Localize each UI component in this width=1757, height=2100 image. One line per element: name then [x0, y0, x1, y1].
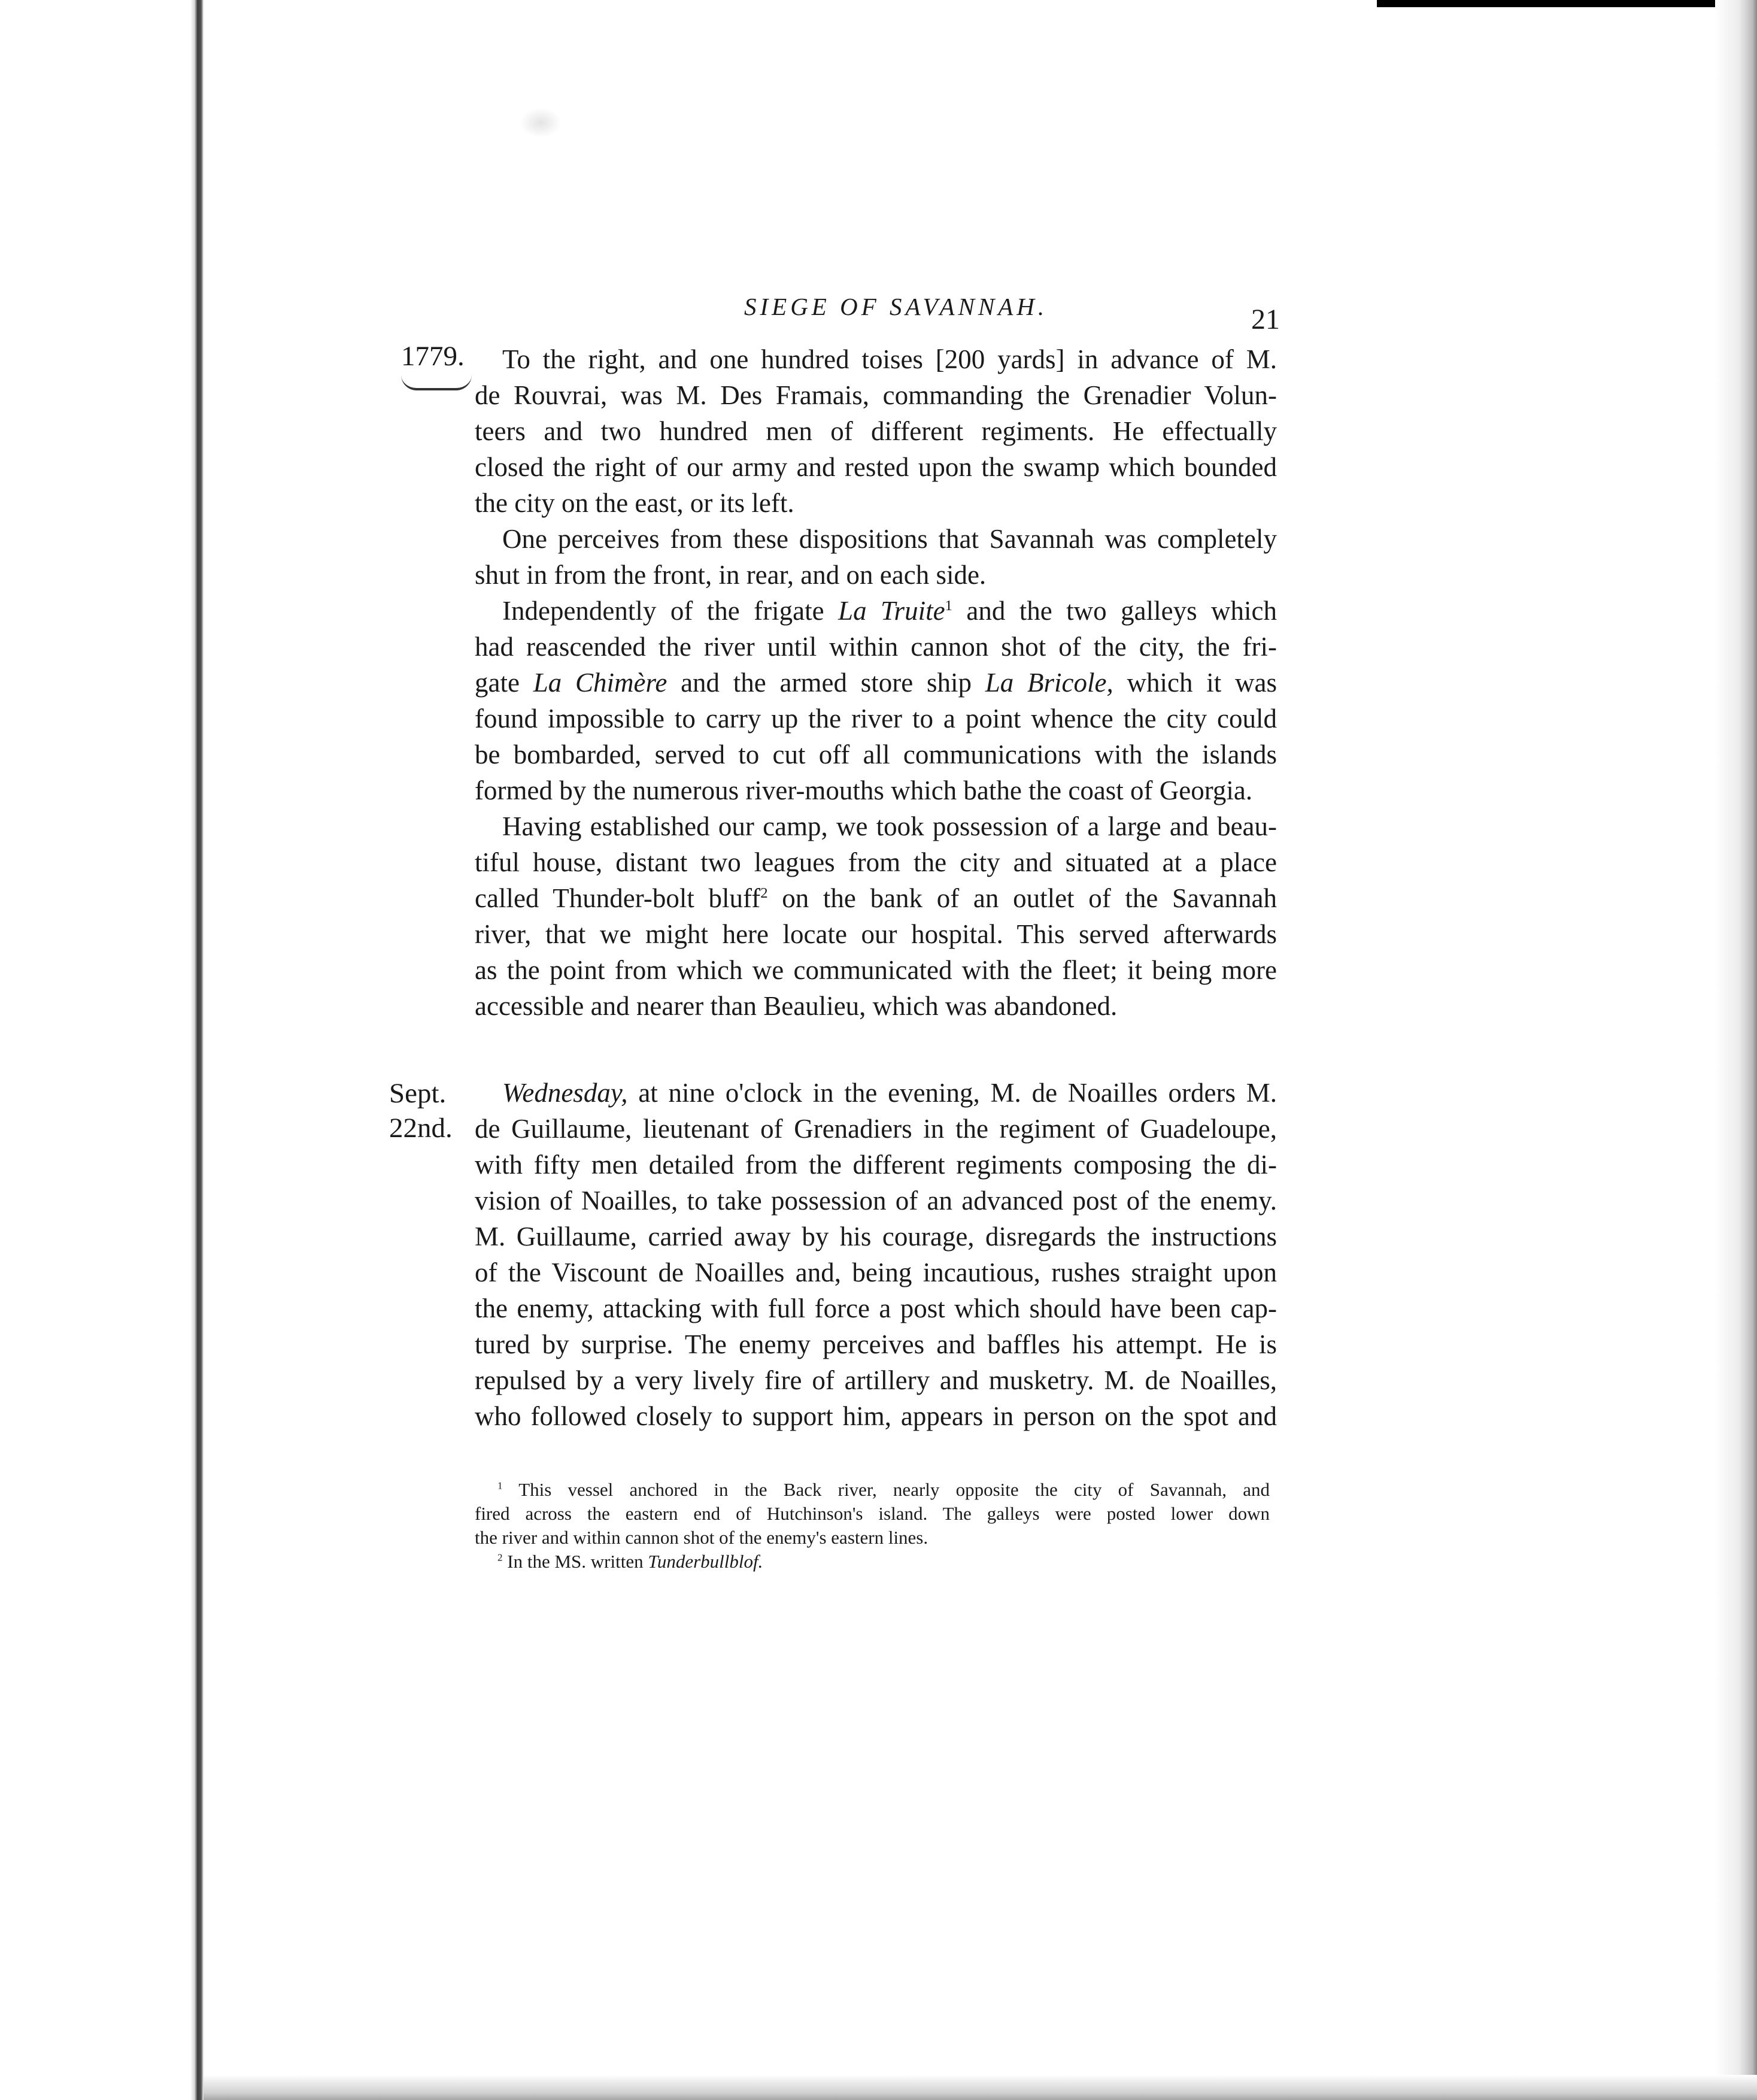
margin-note-day: 22nd.: [389, 1113, 453, 1144]
text-line: teers and two hundred men of different regiments. He effectually: [475, 416, 1277, 446]
text-line: To the right, and one hundred toises [200 yards] in advance of M.: [502, 344, 1277, 374]
footnote-mark: 2: [497, 1551, 503, 1563]
scan-top-edge: [1377, 0, 1757, 7]
text-line: of the Viscount de Noailles and, being incautious, rushes straight upon: [475, 1257, 1277, 1287]
ship-name: La Truite: [838, 596, 945, 626]
text-line: the city on the east, or its left.: [475, 488, 794, 518]
text-line: who followed closely to support him, appears in person on the spot and: [475, 1401, 1277, 1431]
scan-smudge: [520, 108, 562, 138]
year-brace: [401, 375, 472, 390]
body-text-lower: [475, 1075, 1277, 1434]
footnote-mark: 1: [497, 1480, 503, 1492]
page-edge-right: [1715, 0, 1757, 2100]
text-line: de Rouvrai, was M. Des Framais, commanding the Grenadier Volun-: [475, 380, 1277, 410]
text-line: formed by the numerous river-mouths which bathe the coast of Georgia.: [475, 775, 1253, 805]
ship-name: La Bricole,: [985, 668, 1113, 698]
footnote-ref: 1: [945, 598, 952, 614]
page-edge-bottom: [204, 2075, 1757, 2100]
text-line: be bombarded, served to cut off all communications with the islands: [475, 740, 1277, 769]
text-line: called Thunder-bolt bluff$^2$ on the bank of an outlet of the Savannah: [475, 883, 1277, 913]
text-line: found impossible to carry up the river to a point whence the city could: [475, 704, 1277, 734]
text-line: with fifty men detailed from the different regiments composing the di-: [475, 1150, 1277, 1180]
text-line: repulsed by a very lively fire of artillery and musketry. M. de Noailles,: [475, 1365, 1277, 1395]
text-line: de Guillaume, lieutenant of Grenadiers in the regiment of Guadeloupe,: [475, 1114, 1277, 1144]
text-line: M. Guillaume, carried away by his courage, disregards the instructions: [475, 1222, 1277, 1251]
text-line: One perceives from these dispositions that Savannah was completely: [502, 524, 1277, 554]
footnote-line: the river and within cannon shot of the enemy's eastern lines.: [475, 1527, 928, 1548]
running-head: SIEGE OF SAVANNAH.: [744, 293, 1048, 320]
ship-name: La Chimère: [533, 668, 667, 698]
text-line: had reascended the river until within cannon shot of the city, the fri-: [475, 632, 1277, 662]
footnote-line: $^1$ This vessel anchored in the Back river, nearly opposite the city of Savannah, and: [497, 1479, 1270, 1500]
binding-shadow: [0, 0, 204, 2100]
margin-note-date: [389, 1076, 453, 1146]
text-line: gate La Chimère and the armed store ship La Bricole, which it was: [475, 668, 1277, 698]
footnotes: [475, 1478, 1270, 1574]
text-line: as the point from which we communicated with the fleet; it being more: [475, 955, 1277, 985]
footnote-line: fired across the eastern end of Hutchinson's island. The galleys were posted lower down: [475, 1503, 1270, 1524]
text-line: accessible and nearer than Beaulieu, which was abandoned.: [475, 991, 1118, 1021]
text-line: shut in from the front, in rear, and on each side.: [475, 560, 987, 590]
text-line: tiful house, distant two leagues from the city and situated at a place: [475, 847, 1277, 877]
text-line: tured by surprise. The enemy perceives and baffles his attempt. He is: [475, 1329, 1277, 1359]
footnote-ref: 2: [760, 885, 768, 901]
text-line: vision of Noailles, to take possession of an advanced post of the enemy.: [475, 1186, 1277, 1216]
text-line: closed the right of our army and rested upon the swamp which bounded: [475, 452, 1277, 482]
body-text-upper: [475, 341, 1277, 1024]
footnote-line: $^2$ In the MS. written Tunderbullblof.: [497, 1551, 763, 1572]
weekday: Wednesday,: [502, 1078, 628, 1108]
text-line: Wednesday, at nine o'clock in the evening, M. de Noailles orders M.: [502, 1078, 1277, 1108]
text-line: river, that we might here locate our hospital. This served afterwards: [475, 919, 1277, 949]
margin-note-month: Sept.: [389, 1078, 447, 1109]
text-line: Independently of the frigate La Truite$^1$ and the two galleys which: [502, 596, 1277, 626]
margin-note-year: 1779.: [401, 341, 465, 372]
page-number: 21: [1251, 304, 1280, 335]
text-line: Having established our camp, we took possession of a large and beau-: [502, 811, 1277, 841]
text-line: the enemy, attacking with full force a post which should have been cap-: [475, 1293, 1277, 1323]
